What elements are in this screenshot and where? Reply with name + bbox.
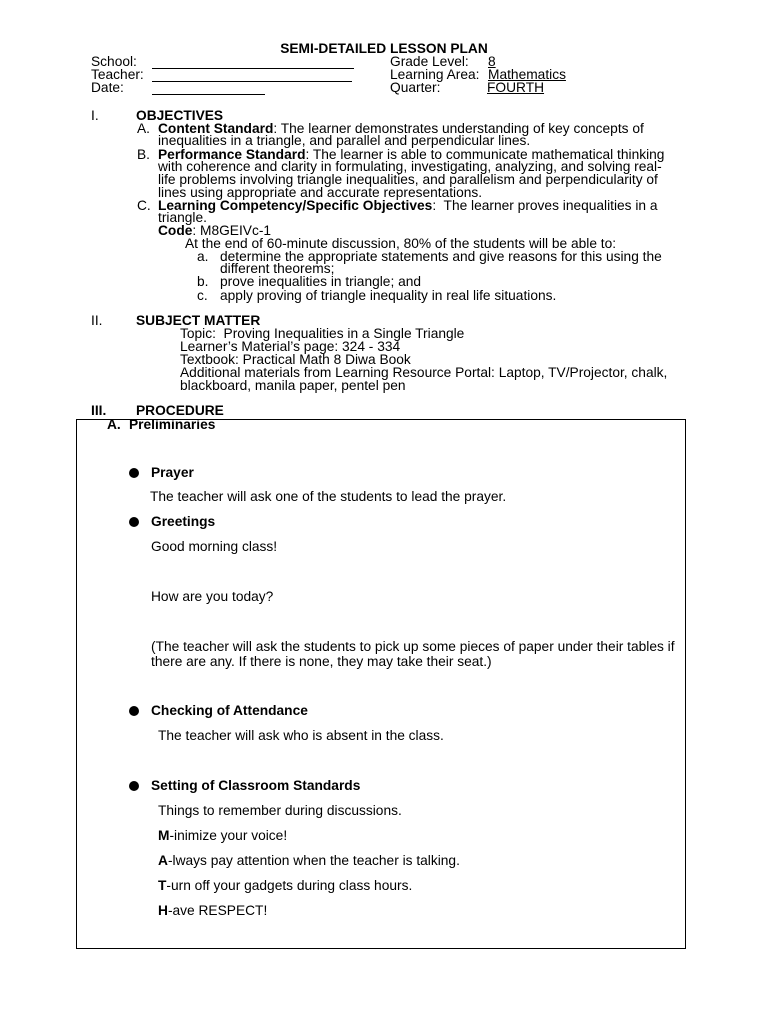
objectives-numeral: I. bbox=[91, 108, 99, 123]
performance-standard-label: Performance Standard bbox=[158, 147, 306, 162]
performance-standard-text: : The learner is able to communicate mathematical thinking bbox=[305, 147, 665, 162]
content-standard-label: Content Standard bbox=[158, 121, 274, 136]
greetings-title: Greetings bbox=[151, 514, 216, 529]
rule-text: -urn off your gadgets during class hours. bbox=[166, 878, 413, 893]
subject-matter-pages: Learner’s Material’s page: 324 - 334 bbox=[180, 339, 401, 354]
performance-standard-letter: B. bbox=[137, 147, 150, 162]
subject-matter-topic: Topic: Proving Inequalities in a Single Triangle bbox=[180, 326, 465, 341]
subject-matter-heading: SUBJECT MATTER bbox=[136, 313, 261, 328]
learning-competency-letter: C. bbox=[137, 198, 151, 213]
prayer-title: Prayer bbox=[151, 465, 194, 480]
rule-text: -inimize your voice! bbox=[169, 828, 288, 843]
school-blank-line bbox=[152, 68, 354, 69]
subject-matter-textbook: Textbook: Practical Math 8 Diwa Book bbox=[180, 352, 411, 367]
date-label: Date: bbox=[91, 80, 124, 95]
grade-level-value: 8 bbox=[488, 54, 496, 69]
specific-objective-text: apply proving of triangle inequality in real life situations. bbox=[220, 288, 557, 303]
rule-text: -ave RESPECT! bbox=[167, 903, 268, 918]
subject-matter-materials: blackboard, manila paper, pentel pen bbox=[180, 378, 406, 393]
quarter-value: FOURTH bbox=[487, 80, 545, 95]
teacher-blank-line bbox=[152, 81, 352, 82]
standards-rule bbox=[158, 904, 267, 918]
specific-objective-text: prove inequalities in triangle; and bbox=[220, 274, 422, 289]
learning-area-label: Learning Area: bbox=[390, 67, 480, 82]
code-value: : M8GEIVc-1 bbox=[192, 223, 272, 238]
performance-standard-text: with coherence and clarity in formulating, investigating, analyzing, and solving real- bbox=[158, 159, 662, 174]
school-label: School: bbox=[91, 54, 137, 69]
standards-title: Setting of Classroom Standards bbox=[151, 778, 361, 793]
subject-matter-numeral: II. bbox=[91, 313, 103, 328]
performance-standard-text: life problems involving triangle inequalities, and parallelism and perpendicularity of bbox=[158, 172, 658, 187]
standards-rule bbox=[158, 829, 287, 843]
procedure-box bbox=[76, 419, 686, 949]
learning-competency-text: : The learner proves inequalities in a bbox=[432, 198, 658, 213]
standards-intro: Things to remember during discussions. bbox=[158, 803, 402, 818]
procedure-heading: PROCEDURE bbox=[136, 403, 224, 418]
bullet-icon bbox=[129, 781, 139, 791]
code-label: Code bbox=[158, 223, 193, 238]
preliminaries-letter: A. bbox=[107, 417, 121, 432]
greetings-line: (The teacher will ask the students to pick up some pieces of paper under their tables if bbox=[151, 639, 675, 654]
date-blank-line bbox=[152, 94, 265, 95]
preliminaries-title: Preliminaries bbox=[129, 417, 216, 432]
objectives-heading: OBJECTIVES bbox=[136, 108, 224, 123]
learning-competency-text: triangle. bbox=[158, 210, 207, 225]
objectives-intro: At the end of 60-minute discussion, 80% of the students will be able to: bbox=[185, 236, 617, 251]
greetings-line: there are any. If there is none, they may take their seat.) bbox=[151, 654, 492, 669]
specific-objective-text: different theorems; bbox=[220, 261, 335, 276]
content-standard-text: inequalities in a triangle, and parallel and perpendicular lines. bbox=[158, 133, 531, 148]
rule-initial: T bbox=[158, 878, 167, 893]
specific-objective-letter: a. bbox=[197, 249, 209, 264]
learning-area-value: Mathematics bbox=[488, 67, 566, 82]
attendance-text: The teacher will ask who is absent in the class. bbox=[158, 728, 444, 743]
content-standard-text: : The learner demonstrates understanding of key concepts of bbox=[273, 121, 644, 136]
page-title: SEMI-DETAILED LESSON PLAN bbox=[280, 41, 488, 56]
attendance-title: Checking of Attendance bbox=[151, 703, 308, 718]
specific-objective-letter: c. bbox=[197, 288, 208, 303]
greetings-line: How are you today? bbox=[151, 589, 274, 604]
specific-objective-letter: b. bbox=[197, 274, 209, 289]
teacher-label: Teacher: bbox=[91, 67, 144, 82]
standards-rule bbox=[158, 879, 412, 893]
content-standard-letter: A. bbox=[137, 121, 150, 136]
rule-initial: H bbox=[158, 903, 168, 918]
bullet-icon bbox=[129, 517, 139, 527]
procedure-numeral: III. bbox=[91, 403, 107, 418]
learning-competency-line bbox=[158, 199, 658, 213]
specific-objective-text: determine the appropriate statements and give reasons for this using the bbox=[220, 249, 662, 264]
grade-level-label: Grade Level: bbox=[390, 54, 469, 69]
prayer-text: The teacher will ask one of the students to lead the prayer. bbox=[150, 489, 507, 504]
rule-initial: A bbox=[158, 853, 168, 868]
performance-standard-text: lines using appropriate and accurate representations. bbox=[158, 185, 483, 200]
bullet-icon bbox=[129, 468, 139, 478]
quarter-label: Quarter: bbox=[390, 80, 441, 95]
bullet-icon bbox=[129, 706, 139, 716]
rule-initial: M bbox=[158, 828, 170, 843]
learning-competency-label: Learning Competency/Specific Objectives bbox=[158, 198, 433, 213]
rule-text: -lways pay attention when the teacher is talking. bbox=[167, 853, 460, 868]
greetings-line: Good morning class! bbox=[151, 539, 278, 554]
subject-matter-materials: Additional materials from Learning Resource Portal: Laptop, TV/Projector, chalk, bbox=[180, 365, 668, 380]
standards-rule bbox=[158, 854, 460, 868]
